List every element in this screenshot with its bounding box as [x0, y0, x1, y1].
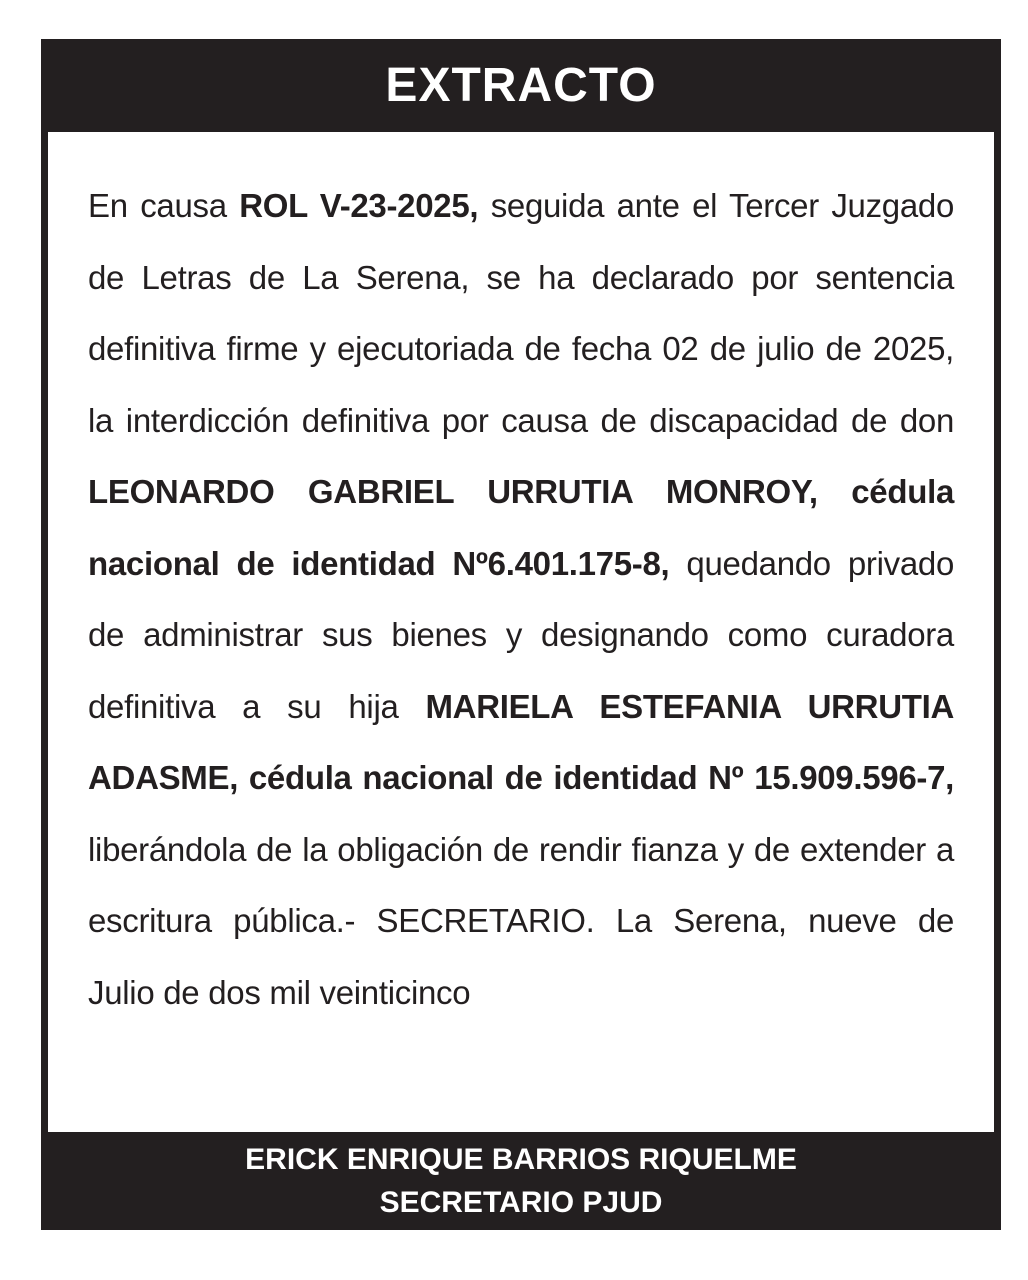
- notice-body: [48, 132, 994, 1132]
- signer-role: SECRETARIO PJUD: [379, 1186, 663, 1219]
- notice-header: [41, 39, 1001, 132]
- text-segment-3: quedando privado de administrar sus bienes y designando como curadora definitiva a su hija: [88, 544, 955, 725]
- text-segment-1: En causa: [88, 187, 240, 224]
- text-segment-4: liberándola de la obligación de rendir fianza y de extender a escritura pública.- SECRETARIO. La Serena, nueve de Julio de dos mil veinticinco: [88, 830, 954, 1011]
- text-segment-2: seguida ante el Tercer Juzgado de Letras de La Serena, se ha declarado por sentencia definitiva firme y ejecutoriada de fecha 02 de julio de 2025, la interdicción definitiva por causa de discapacidad de don: [88, 187, 955, 439]
- notice-footer: [41, 1132, 1001, 1230]
- signer-name: ERICK ENRIQUE BARRIOS RIQUELME: [245, 1143, 797, 1176]
- interdicted-person: LEONARDO GABRIEL URRUTIA MONROY, cédula nacional de identidad Nº6.401.175-8,: [88, 473, 954, 582]
- notice-title: EXTRACTO: [385, 59, 657, 112]
- case-number: ROL V-23-2025,: [239, 187, 479, 224]
- notice-frame: [41, 39, 1001, 1230]
- notice-text: [88, 170, 954, 1028]
- curator-person: MARIELA ESTEFANIA URRUTIA ADASME, cédula nacional de identidad Nº 15.909.596-7,: [88, 687, 954, 796]
